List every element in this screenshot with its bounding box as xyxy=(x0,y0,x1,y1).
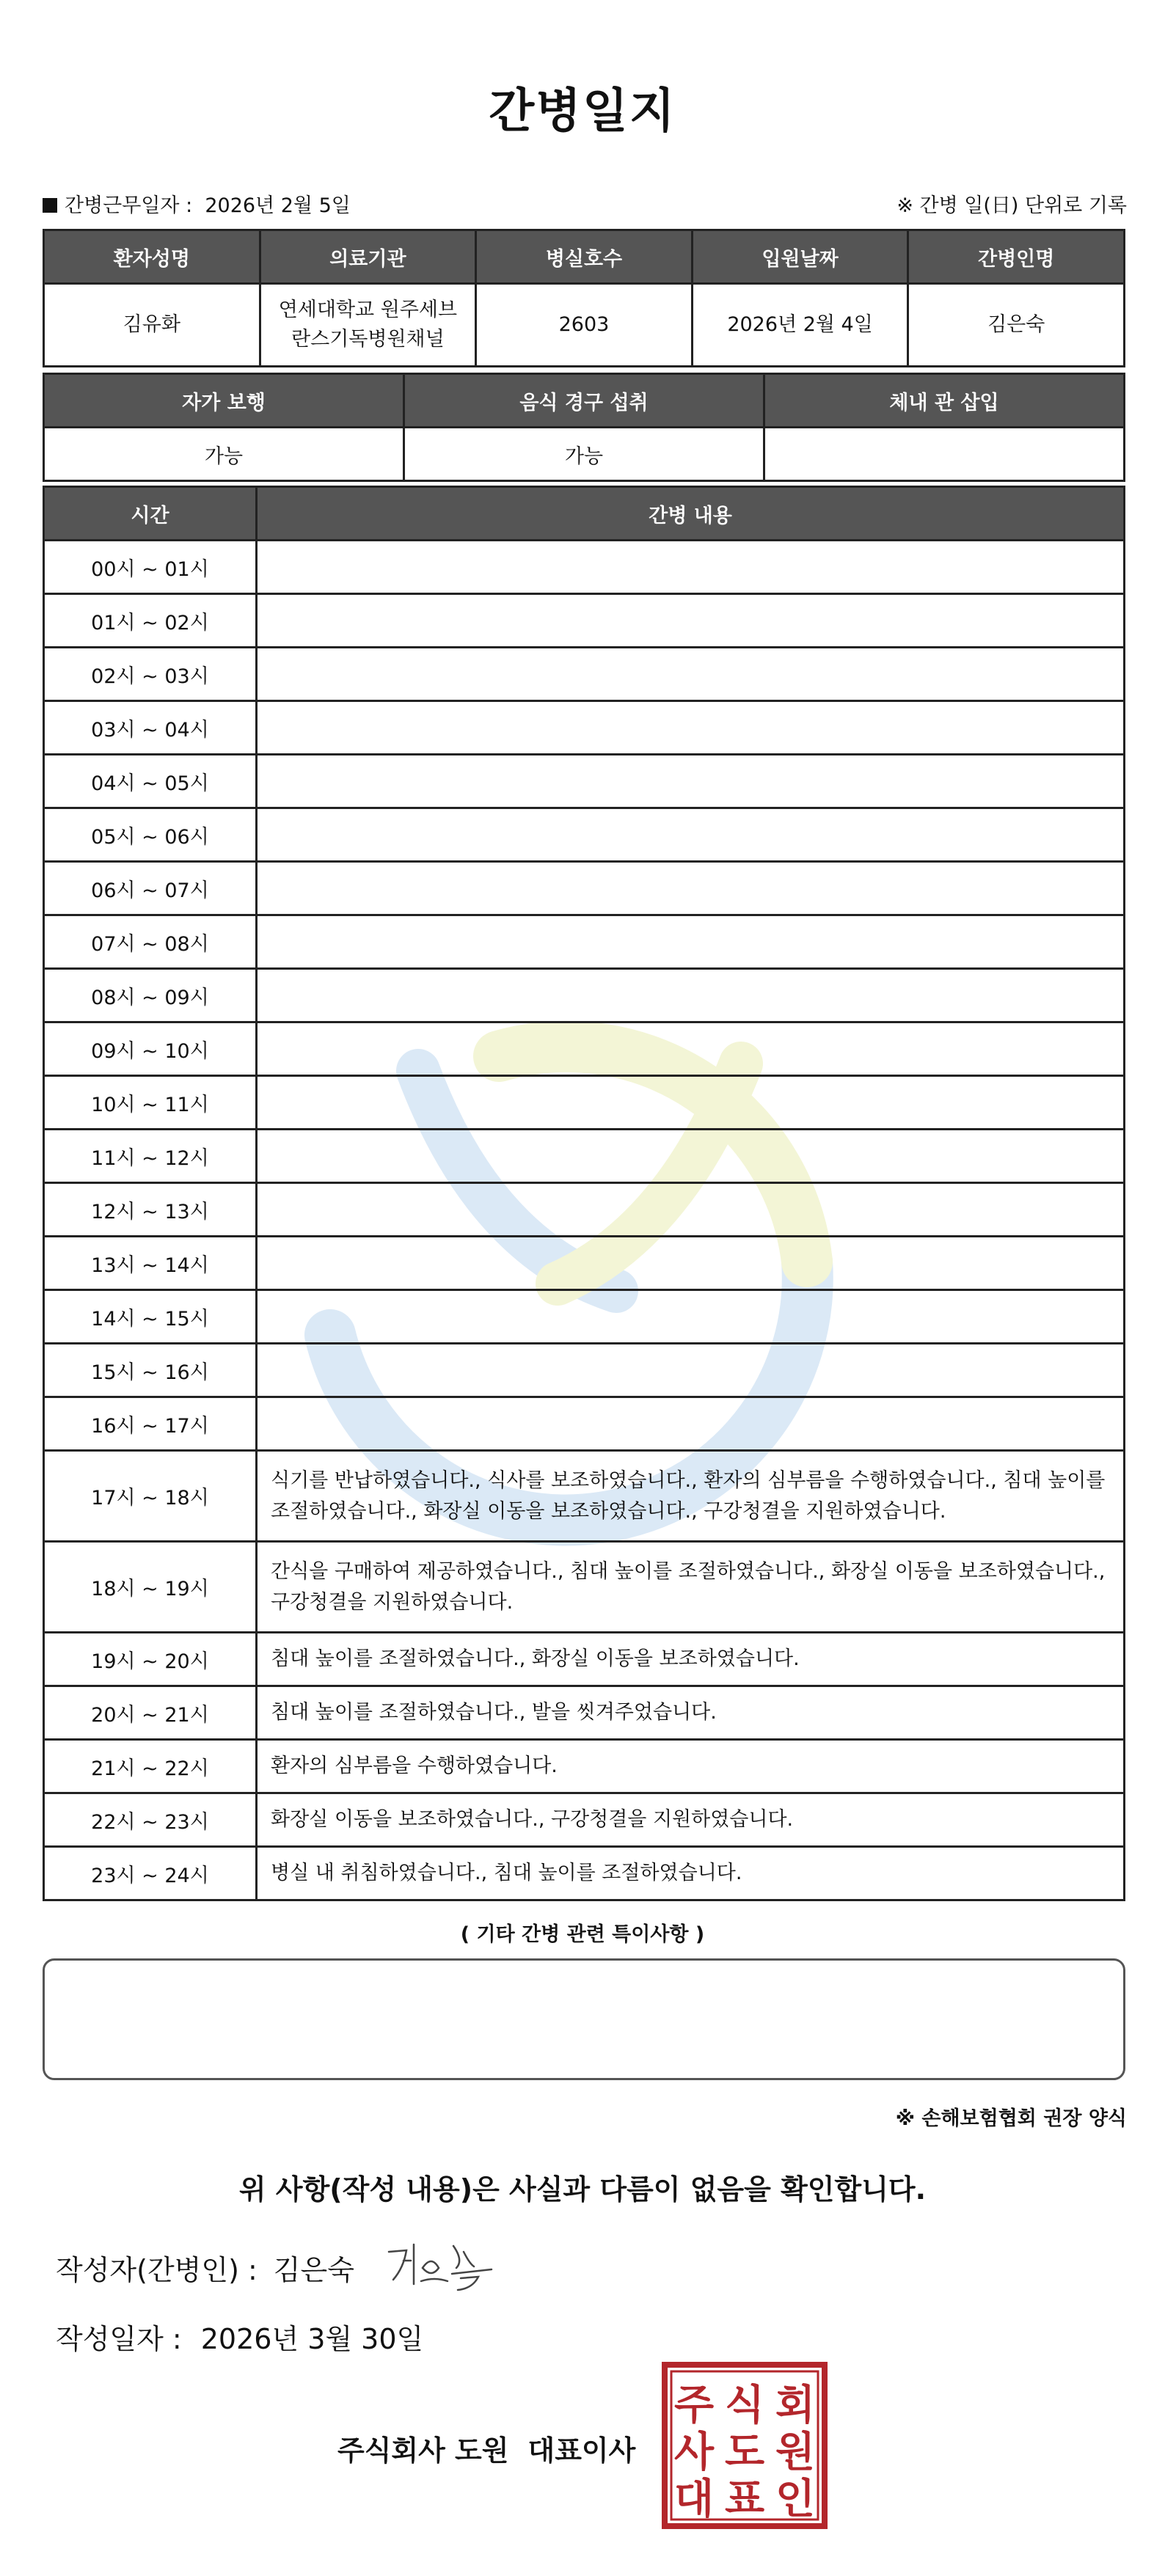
header-hospital: 의료기관 xyxy=(260,230,476,284)
content-cell xyxy=(257,648,1125,701)
time-cell: 01시 ~ 02시 xyxy=(44,594,257,648)
table-row xyxy=(44,969,1125,1022)
header-tube-insertion: 체내 관 삽입 xyxy=(764,374,1125,428)
table-row xyxy=(44,1542,1125,1633)
table-row xyxy=(44,1633,1125,1686)
content-cell xyxy=(257,1130,1125,1183)
time-cell: 21시 ~ 22시 xyxy=(44,1740,257,1793)
header-room: 병실호수 xyxy=(476,230,693,284)
content-cell xyxy=(257,1022,1125,1076)
content-cell xyxy=(257,915,1125,969)
admission-date: 2026년 2월 4일 xyxy=(692,284,908,367)
header-time: 시간 xyxy=(44,487,257,541)
table-row xyxy=(44,808,1125,862)
hospital xyxy=(260,284,476,367)
time-cell: 00시 ~ 01시 xyxy=(44,541,257,594)
table-row xyxy=(44,1397,1125,1451)
table-row xyxy=(44,1076,1125,1130)
work-date-value: 2026년 2월 5일 xyxy=(205,194,351,217)
record-unit-note: ※ 간병 일(日) 단위로 기록 xyxy=(896,194,1127,217)
content-cell: 환자의 심부름을 수행하였습니다. xyxy=(257,1740,1125,1793)
header-admission-date: 입원날짜 xyxy=(692,230,908,284)
writer-label: 작성자(간병인) : xyxy=(56,2254,258,2286)
content-cell xyxy=(257,808,1125,862)
time-cell: 10시 ~ 11시 xyxy=(44,1076,257,1130)
writer-name: 김은숙 xyxy=(273,2254,354,2286)
hospital-line-1: 연세대학교 원주세브 xyxy=(278,299,458,321)
time-cell: 18시 ~ 19시 xyxy=(44,1542,257,1633)
time-cell: 17시 ~ 18시 xyxy=(44,1451,257,1542)
table-row xyxy=(44,862,1125,915)
content-cell: 침대 높이를 조절하였습니다., 화장실 이동을 보조하였습니다. xyxy=(257,1633,1125,1686)
writer-line xyxy=(56,2247,354,2288)
content-cell xyxy=(257,701,1125,755)
content-cell xyxy=(257,1237,1125,1290)
content-cell xyxy=(257,1183,1125,1237)
notes-box xyxy=(43,1958,1125,2080)
content-cell xyxy=(257,541,1125,594)
work-date-label: 간병근무일자 : xyxy=(65,194,193,217)
time-cell: 23시 ~ 24시 xyxy=(44,1847,257,1900)
header-caregiver: 간병인명 xyxy=(908,230,1125,284)
time-cell: 08시 ~ 09시 xyxy=(44,969,257,1022)
time-cell: 13시 ~ 14시 xyxy=(44,1237,257,1290)
time-cell: 16시 ~ 17시 xyxy=(44,1397,257,1451)
time-cell: 19시 ~ 20시 xyxy=(44,1633,257,1686)
work-date xyxy=(43,189,351,218)
recommended-form-note: ※ 손해보험협회 권장 양식 xyxy=(895,2107,1127,2130)
table-row xyxy=(44,1183,1125,1237)
svg-text:회: 회 xyxy=(775,2382,816,2429)
content-cell xyxy=(257,1076,1125,1130)
time-cell: 20시 ~ 21시 xyxy=(44,1686,257,1740)
company-seal-stamp xyxy=(662,2362,828,2529)
written-date-line xyxy=(56,2316,423,2357)
time-cell: 05시 ~ 06시 xyxy=(44,808,257,862)
svg-text:표: 표 xyxy=(724,2476,765,2523)
content-cell: 침대 높이를 조절하였습니다., 발을 씻겨주었습니다. xyxy=(257,1686,1125,1740)
content-cell xyxy=(257,969,1125,1022)
caregiver-name: 김은숙 xyxy=(908,284,1125,367)
table-row xyxy=(44,1290,1125,1344)
document-title: 간병일지 xyxy=(489,84,676,139)
company-line xyxy=(337,2428,635,2468)
header-self-walking: 자가 보행 xyxy=(44,374,404,428)
svg-text:식: 식 xyxy=(724,2382,765,2429)
svg-text:도: 도 xyxy=(724,2429,765,2476)
written-date-value: 2026년 3월 30일 xyxy=(200,2323,424,2355)
table-row xyxy=(44,1344,1125,1397)
svg-text:인: 인 xyxy=(775,2476,816,2523)
table-row xyxy=(44,594,1125,648)
header-oral-intake: 음식 경구 섭취 xyxy=(404,374,764,428)
room-number: 2603 xyxy=(476,284,693,367)
table-row xyxy=(44,648,1125,701)
time-cell: 03시 ~ 04시 xyxy=(44,701,257,755)
time-cell: 07시 ~ 08시 xyxy=(44,915,257,969)
representative-title: 대표이사 xyxy=(527,2434,636,2467)
time-cell: 11시 ~ 12시 xyxy=(44,1130,257,1183)
signature-image xyxy=(381,2236,506,2294)
content-cell xyxy=(257,755,1125,808)
oral-intake-value: 가능 xyxy=(404,428,764,481)
notes-title: ( 기타 간병 관련 특이사항 ) xyxy=(460,1923,705,1946)
time-cell: 09시 ~ 10시 xyxy=(44,1022,257,1076)
content-cell xyxy=(257,594,1125,648)
table-row xyxy=(44,701,1125,755)
content-cell xyxy=(257,1397,1125,1451)
confirmation-statement: 위 사항(작성 내용)은 사실과 다름이 없음을 확인합니다. xyxy=(238,2173,927,2206)
table-row xyxy=(44,1740,1125,1793)
patient-name: 김유화 xyxy=(44,284,260,367)
header-patient-name: 환자성명 xyxy=(44,230,260,284)
svg-text:주: 주 xyxy=(673,2382,715,2429)
header-care-content: 간병 내용 xyxy=(257,487,1125,541)
time-cell: 22시 ~ 23시 xyxy=(44,1793,257,1847)
svg-text:원: 원 xyxy=(775,2429,816,2476)
table-row xyxy=(44,1686,1125,1740)
table-row xyxy=(44,1130,1125,1183)
content-cell: 식기를 반납하였습니다., 식사를 보조하였습니다., 환자의 심부름을 수행하였습니다., 침대 높이를 조절하였습니다., 화장실 이동을 보조하였습니다., 구강청결을 지원하였습니다. xyxy=(257,1451,1125,1542)
time-cell: 14시 ~ 15시 xyxy=(44,1290,257,1344)
table-row xyxy=(44,541,1125,594)
square-bullet-icon xyxy=(43,198,57,213)
time-cell: 15시 ~ 16시 xyxy=(44,1344,257,1397)
self-walking-value: 가능 xyxy=(44,428,404,481)
time-cell: 04시 ~ 05시 xyxy=(44,755,257,808)
tube-insertion-value xyxy=(764,428,1125,481)
table-row xyxy=(44,1237,1125,1290)
care-log-table xyxy=(43,486,1125,1901)
table-row xyxy=(44,1022,1125,1076)
content-cell xyxy=(257,1344,1125,1397)
svg-text:사: 사 xyxy=(673,2429,715,2476)
table-row xyxy=(44,755,1125,808)
table-row xyxy=(44,1451,1125,1542)
content-cell xyxy=(257,1290,1125,1344)
hospital-line-2: 란스기독병원채널 xyxy=(291,328,445,351)
table-row xyxy=(44,1847,1125,1900)
content-cell: 화장실 이동을 보조하였습니다., 구강청결을 지원하였습니다. xyxy=(257,1793,1125,1847)
time-cell: 06시 ~ 07시 xyxy=(44,862,257,915)
content-cell xyxy=(257,862,1125,915)
time-cell: 12시 ~ 13시 xyxy=(44,1183,257,1237)
written-date-label: 작성일자 : xyxy=(56,2323,182,2355)
time-cell: 02시 ~ 03시 xyxy=(44,648,257,701)
table-row xyxy=(44,1793,1125,1847)
content-cell: 병실 내 취침하였습니다., 침대 높이를 조절하였습니다. xyxy=(257,1847,1125,1900)
svg-text:대: 대 xyxy=(673,2476,715,2523)
table-row xyxy=(44,915,1125,969)
patient-info-table xyxy=(43,229,1125,367)
patient-ability-table xyxy=(43,373,1125,482)
company-name: 주식회사 도원 xyxy=(337,2434,509,2467)
content-cell: 간식을 구매하여 제공하였습니다., 침대 높이를 조절하였습니다., 화장실 이동을 보조하였습니다., 구강청결을 지원하였습니다. xyxy=(257,1542,1125,1633)
